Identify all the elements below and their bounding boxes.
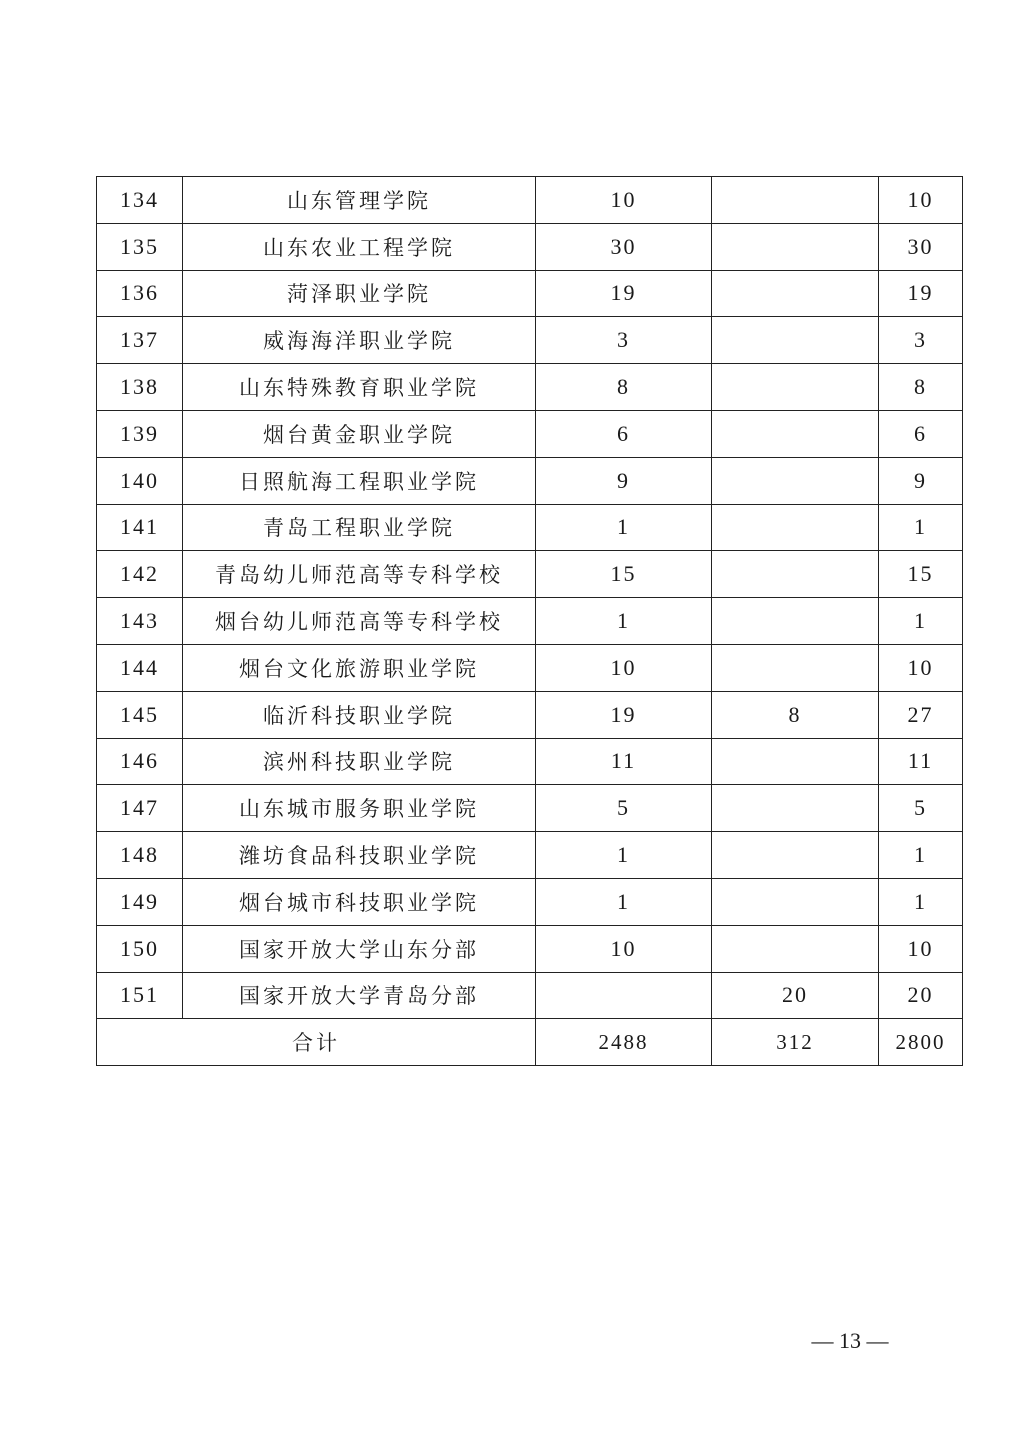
quota-column-b	[712, 644, 879, 691]
row-total: 11	[879, 738, 963, 785]
institution-name: 烟台幼儿师范高等专科学校	[183, 598, 536, 645]
row-total: 20	[879, 972, 963, 1019]
quota-column-b	[712, 551, 879, 598]
table-row	[97, 691, 963, 738]
row-total: 6	[879, 410, 963, 457]
quota-column-a: 10	[536, 644, 712, 691]
total-label: 合计	[97, 1019, 536, 1066]
table-row	[97, 878, 963, 925]
row-number: 134	[97, 177, 183, 224]
institution-name: 滨州科技职业学院	[183, 738, 536, 785]
quota-column-b	[712, 785, 879, 832]
row-total: 8	[879, 364, 963, 411]
row-number: 151	[97, 972, 183, 1019]
table-row	[97, 457, 963, 504]
quota-column-b	[712, 364, 879, 411]
table-row	[97, 410, 963, 457]
total-row	[97, 1019, 963, 1066]
institution-name: 潍坊食品科技职业学院	[183, 832, 536, 879]
institution-name: 临沂科技职业学院	[183, 691, 536, 738]
table-row	[97, 504, 963, 551]
row-total: 5	[879, 785, 963, 832]
institution-name: 国家开放大学青岛分部	[183, 972, 536, 1019]
quota-column-b	[712, 504, 879, 551]
table-row	[97, 598, 963, 645]
quota-column-b: 8	[712, 691, 879, 738]
quota-column-a: 15	[536, 551, 712, 598]
quota-column-a: 3	[536, 317, 712, 364]
row-total: 30	[879, 223, 963, 270]
row-total: 15	[879, 551, 963, 598]
row-number: 138	[97, 364, 183, 411]
quota-column-b	[712, 878, 879, 925]
institution-name: 菏泽职业学院	[183, 270, 536, 317]
row-number: 145	[97, 691, 183, 738]
institution-name: 威海海洋职业学院	[183, 317, 536, 364]
quota-column-a: 10	[536, 177, 712, 224]
row-total: 1	[879, 832, 963, 879]
institution-name: 烟台文化旅游职业学院	[183, 644, 536, 691]
institution-name: 山东城市服务职业学院	[183, 785, 536, 832]
institution-name: 山东管理学院	[183, 177, 536, 224]
row-total: 27	[879, 691, 963, 738]
row-total: 9	[879, 457, 963, 504]
row-total: 10	[879, 925, 963, 972]
quota-column-a: 9	[536, 457, 712, 504]
quota-column-a: 1	[536, 598, 712, 645]
quota-column-a: 30	[536, 223, 712, 270]
quota-column-a: 1	[536, 832, 712, 879]
row-number: 142	[97, 551, 183, 598]
institution-name: 山东特殊教育职业学院	[183, 364, 536, 411]
quota-column-a: 1	[536, 878, 712, 925]
table-row	[97, 832, 963, 879]
institution-name: 烟台黄金职业学院	[183, 410, 536, 457]
row-number: 139	[97, 410, 183, 457]
table-row	[97, 925, 963, 972]
quota-table	[96, 176, 963, 1066]
quota-column-a: 6	[536, 410, 712, 457]
table-row	[97, 972, 963, 1019]
row-total: 19	[879, 270, 963, 317]
row-total: 10	[879, 177, 963, 224]
row-number: 148	[97, 832, 183, 879]
institution-name: 青岛工程职业学院	[183, 504, 536, 551]
row-total: 10	[879, 644, 963, 691]
row-number: 137	[97, 317, 183, 364]
row-number: 135	[97, 223, 183, 270]
institution-name: 日照航海工程职业学院	[183, 457, 536, 504]
quota-column-a: 5	[536, 785, 712, 832]
row-total: 1	[879, 878, 963, 925]
table-row	[97, 317, 963, 364]
quota-column-b	[712, 925, 879, 972]
row-total: 3	[879, 317, 963, 364]
quota-column-a	[536, 972, 712, 1019]
row-number: 150	[97, 925, 183, 972]
quota-column-b	[712, 738, 879, 785]
quota-column-a: 19	[536, 270, 712, 317]
quota-column-b	[712, 598, 879, 645]
row-number: 146	[97, 738, 183, 785]
row-total: 1	[879, 598, 963, 645]
quota-column-b	[712, 177, 879, 224]
table-row	[97, 738, 963, 785]
quota-column-a: 11	[536, 738, 712, 785]
quota-column-b	[712, 270, 879, 317]
institution-name: 山东农业工程学院	[183, 223, 536, 270]
table-row	[97, 223, 963, 270]
table-row	[97, 177, 963, 224]
institution-name: 青岛幼儿师范高等专科学校	[183, 551, 536, 598]
quota-column-b	[712, 317, 879, 364]
table-row	[97, 785, 963, 832]
table-row	[97, 270, 963, 317]
row-number: 147	[97, 785, 183, 832]
institution-name: 烟台城市科技职业学院	[183, 878, 536, 925]
grand-total: 2800	[879, 1019, 963, 1066]
table-row	[97, 644, 963, 691]
quota-column-a: 10	[536, 925, 712, 972]
row-total: 1	[879, 504, 963, 551]
quota-column-b	[712, 832, 879, 879]
quota-column-b: 20	[712, 972, 879, 1019]
quota-column-a: 1	[536, 504, 712, 551]
table-body	[97, 177, 963, 1019]
quota-column-b	[712, 457, 879, 504]
row-number: 136	[97, 270, 183, 317]
row-number: 141	[97, 504, 183, 551]
table-row	[97, 364, 963, 411]
total-column-a: 2488	[536, 1019, 712, 1066]
row-number: 149	[97, 878, 183, 925]
institution-name: 国家开放大学山东分部	[183, 925, 536, 972]
row-number: 140	[97, 457, 183, 504]
total-column-b: 312	[712, 1019, 879, 1066]
quota-column-a: 19	[536, 691, 712, 738]
table-row	[97, 551, 963, 598]
row-number: 143	[97, 598, 183, 645]
row-number: 144	[97, 644, 183, 691]
quota-column-b	[712, 410, 879, 457]
quota-column-b	[712, 223, 879, 270]
page-number: — 13 —	[811, 1328, 889, 1353]
quota-column-a: 8	[536, 364, 712, 411]
